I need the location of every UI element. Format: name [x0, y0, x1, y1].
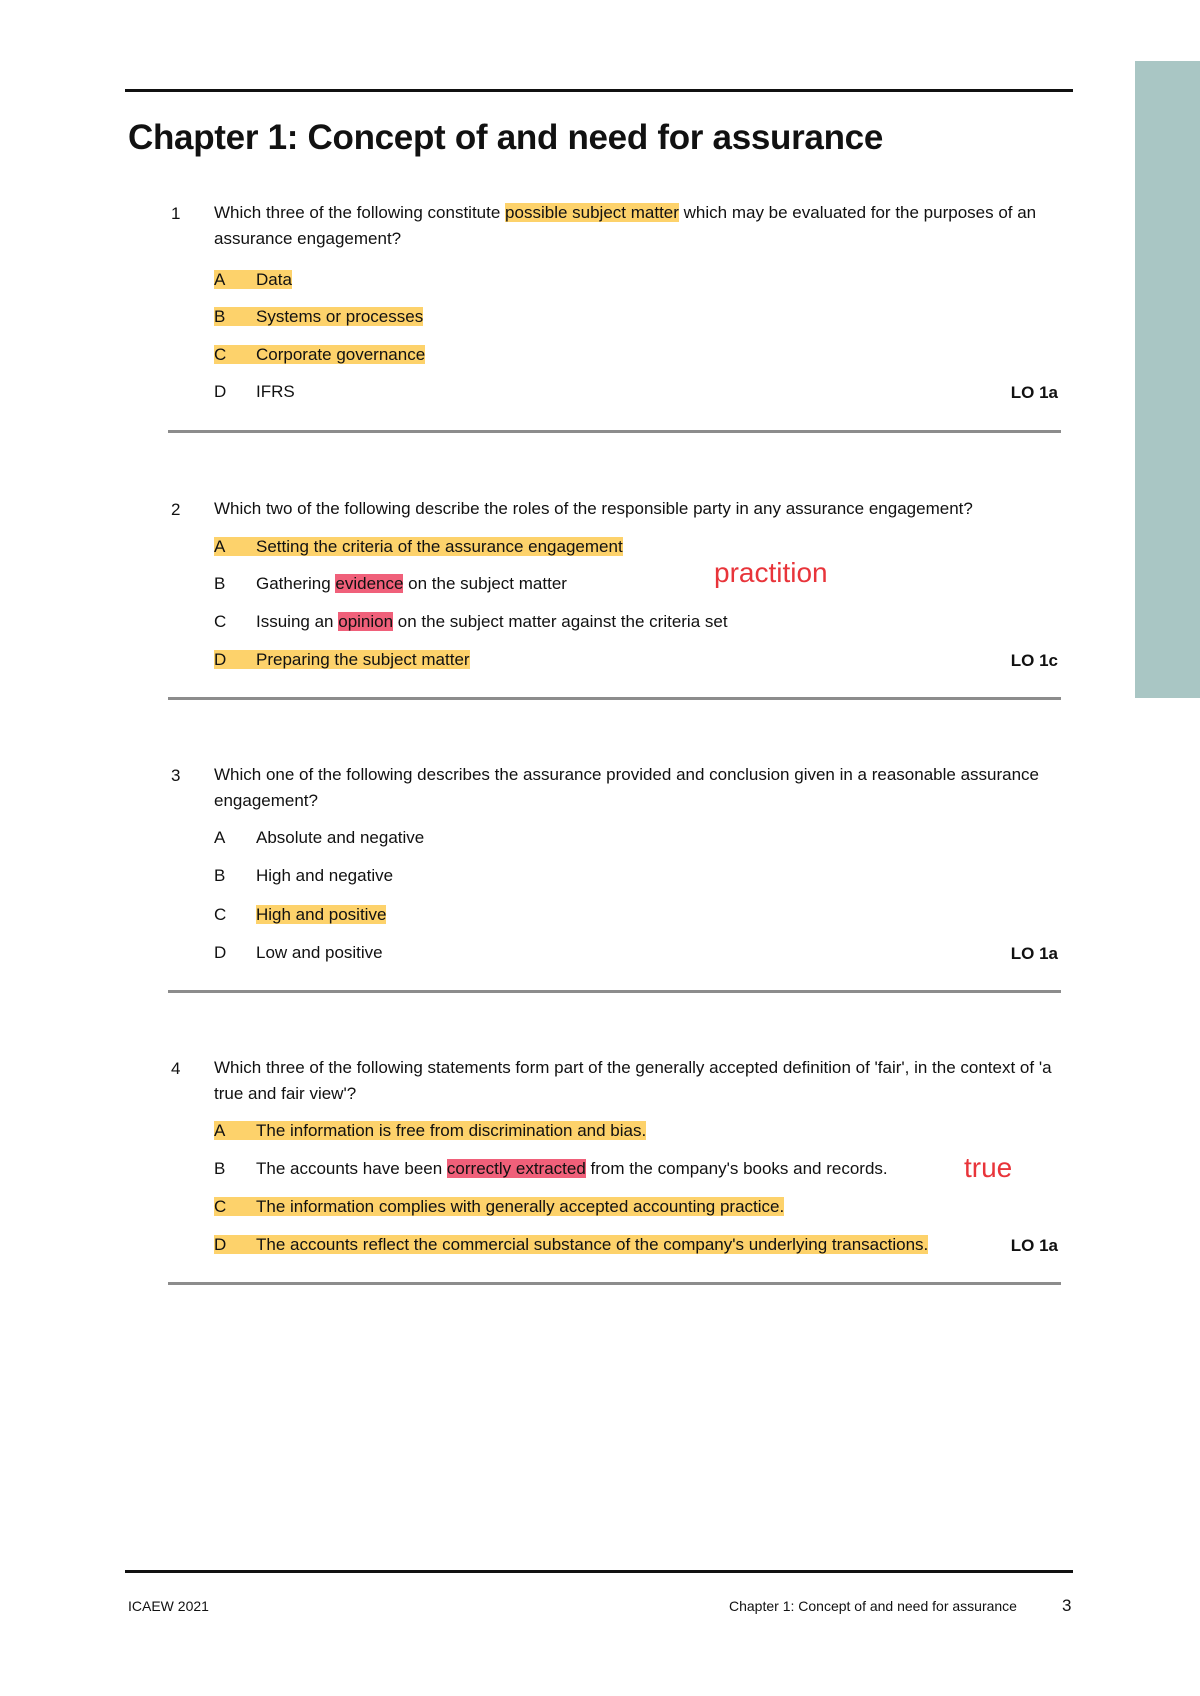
option-letter: B	[214, 1159, 226, 1178]
option-letter: D	[214, 382, 227, 401]
option-text: on the subject matter	[403, 574, 567, 593]
learning-outcome: LO 1a	[1010, 383, 1058, 402]
side-tab	[1135, 61, 1200, 698]
question-separator	[168, 990, 1061, 993]
highlighted-phrase: possible subject matter	[505, 203, 679, 222]
footer-chapter-title: Chapter 1: Concept of and need for assurance	[729, 1598, 1017, 1614]
option-a	[214, 269, 292, 291]
option-d	[214, 381, 295, 403]
option-letter: A	[214, 828, 226, 847]
learning-outcome: LO 1a	[1010, 944, 1058, 963]
question-separator	[168, 697, 1061, 700]
option-text: Issuing an	[256, 612, 339, 631]
option-text: Setting the criteria of the assurance engagement	[256, 537, 623, 556]
option-text: Systems or processes	[256, 307, 424, 326]
option-text: on the subject matter against the criteria set	[393, 612, 728, 631]
option-text: Absolute and negative	[256, 828, 425, 847]
question-text: Which two of the following describe the roles of the responsible party in any assurance engagement?	[214, 499, 973, 518]
question-text-part: Which three of the following constitute	[214, 203, 506, 222]
option-a	[214, 827, 424, 849]
option-c	[214, 611, 728, 633]
option-b	[214, 306, 423, 328]
option-a	[214, 1120, 646, 1142]
option-letter: C	[214, 905, 227, 924]
page-number: 3	[1062, 1596, 1072, 1615]
footer-rule	[125, 1570, 1073, 1573]
question-number: 2	[171, 500, 181, 519]
question-number: 1	[171, 204, 181, 223]
option-letter: B	[214, 574, 226, 593]
footer-publisher: ICAEW 2021	[128, 1598, 209, 1614]
option-letter: B	[214, 866, 226, 885]
option-letter: B	[214, 307, 226, 326]
highlighted-phrase: correctly extracted	[446, 1159, 586, 1178]
option-letter: C	[214, 1197, 227, 1216]
question-text: Which one of the following describes the assurance provided and conclusion given in a reasonable assurance engagement?	[214, 765, 1040, 810]
learning-outcome: LO 1c	[1010, 651, 1058, 670]
option-d	[214, 1234, 928, 1256]
handwritten-annotation: practition	[714, 557, 828, 588]
option-letter: D	[214, 650, 227, 669]
highlighted-word: opinion	[338, 612, 394, 631]
option-text: IFRS	[256, 382, 295, 401]
option-text: The accounts reflect the commercial substance of the company's underlying transactions.	[256, 1235, 929, 1254]
option-text: High and negative	[256, 866, 394, 885]
option-text: The information is free from discrimination and bias.	[256, 1121, 647, 1140]
highlighted-word: evidence	[335, 574, 404, 593]
option-b	[214, 865, 393, 887]
question-separator	[168, 1282, 1061, 1285]
option-b	[214, 1158, 888, 1180]
option-c	[214, 344, 425, 366]
page-title: Chapter 1: Concept of and need for assurance	[128, 118, 884, 157]
option-text: The information complies with generally accepted accounting practice.	[256, 1197, 785, 1216]
question-text	[214, 200, 1059, 252]
option-text: High and positive	[256, 905, 387, 924]
option-text: Low and positive	[256, 943, 383, 962]
option-b	[214, 573, 567, 595]
option-letter: A	[214, 537, 226, 556]
option-d	[214, 942, 383, 964]
option-letter: C	[214, 612, 227, 631]
option-letter: C	[214, 345, 227, 364]
option-d	[214, 649, 470, 671]
option-letter: D	[214, 943, 227, 962]
handwritten-annotation: true	[964, 1152, 1013, 1183]
option-text: Data	[256, 270, 292, 289]
learning-outcome: LO 1a	[1010, 1236, 1058, 1255]
option-text: Corporate governance	[256, 345, 426, 364]
option-text: Gathering	[256, 574, 336, 593]
question-text-part: which may be evaluated for the purposes of an assurance engagement?	[214, 203, 1037, 248]
option-letter: D	[214, 1235, 227, 1254]
question-number: 4	[171, 1059, 181, 1078]
question-text: Which three of the following statements form part of the generally accepted definition of 'fair', in the context of 'a true and fair view'?	[214, 1058, 1052, 1103]
option-letter: A	[214, 1121, 226, 1140]
option-a	[214, 536, 623, 558]
option-text: Preparing the subject matter	[256, 650, 470, 669]
option-letter: A	[214, 270, 226, 289]
option-c	[214, 904, 386, 926]
option-text: from the company's books and records.	[585, 1159, 888, 1178]
option-text: The accounts have been	[256, 1159, 447, 1178]
question-separator	[168, 430, 1061, 433]
question-number: 3	[171, 766, 181, 785]
option-c	[214, 1196, 784, 1218]
header-rule	[125, 89, 1073, 92]
